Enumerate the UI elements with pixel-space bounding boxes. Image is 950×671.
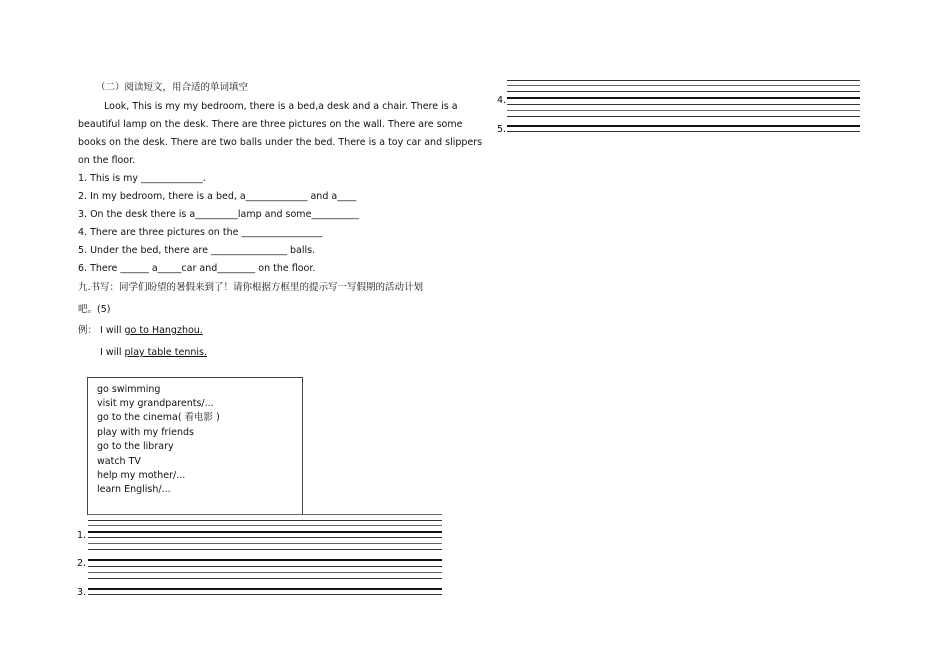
answer-number-1: 1. [77, 530, 87, 541]
writing-line[interactable] [88, 514, 442, 515]
writing-line[interactable] [88, 594, 442, 595]
example-2 [100, 347, 207, 359]
question-3: 3. On the desk there is a_________lamp and some__________ [78, 209, 359, 220]
writing-line[interactable] [88, 578, 442, 579]
hint-box [87, 377, 303, 515]
passage-line-1: Look, This is my my bedroom, there is a bed,a desk and a chair. There is a [104, 101, 458, 112]
question-4: 4. There are three pictures on the _________________ [78, 227, 323, 238]
question-1: 1. This is my _____________. [78, 173, 206, 184]
question-5: 5. Under the bed, there are ________________ balls. [78, 245, 316, 256]
answer-number-4: 4. [497, 95, 507, 106]
answer-number-2: 2. [77, 558, 87, 569]
hint-item: go to the cinema( 看电影 ) [97, 412, 220, 423]
writing-line[interactable] [507, 91, 860, 92]
hint-item: visit my grandparents/... [97, 398, 214, 409]
writing-line[interactable] [507, 85, 860, 86]
hint-item: watch TV [97, 456, 141, 467]
example-1-answer: go to Hangzhou. [124, 325, 203, 336]
writing-line[interactable] [507, 110, 860, 111]
example-1-prefix: I will [100, 325, 125, 336]
writing-line[interactable] [507, 104, 860, 105]
writing-line[interactable] [88, 543, 442, 544]
example-1 [100, 325, 203, 337]
writing-line[interactable] [507, 97, 860, 99]
writing-line[interactable] [88, 520, 442, 521]
writing-line[interactable] [88, 525, 442, 526]
writing-line[interactable] [88, 549, 442, 550]
hint-item: go swimming [97, 384, 161, 395]
passage-line-2: beautiful lamp on the desk. There are three pictures on the wall. There are some [78, 119, 463, 130]
example-label: 例： [78, 325, 98, 336]
writing-title-line-2: 吧。(5) [78, 304, 111, 315]
example-2-prefix: I will [100, 347, 125, 358]
answer-number-3: 3. [77, 587, 87, 598]
section-title: （二）阅读短文，用合适的单词填空 [96, 82, 249, 93]
example-2-answer: play table tennis. [124, 347, 207, 358]
writing-line[interactable] [88, 566, 442, 567]
answer-number-5: 5. [497, 124, 507, 135]
writing-line[interactable] [88, 572, 442, 573]
question-2: 2. In my bedroom, there is a bed, a_____________ and a____ [78, 191, 357, 202]
writing-line[interactable] [507, 80, 860, 81]
writing-line[interactable] [507, 131, 860, 132]
hint-item: help my mother/... [97, 470, 186, 481]
writing-title-line-1: 九.书写：同学们盼望的暑假来到了！请你根据方框里的提示写一写假期的活动计划 [78, 282, 424, 293]
hint-item: learn English/... [97, 484, 171, 495]
writing-line[interactable] [88, 537, 442, 538]
passage-line-3: books on the desk. There are two balls under the bed. There is a toy car and slippers [78, 137, 483, 148]
writing-line[interactable] [88, 588, 442, 590]
writing-line[interactable] [507, 116, 860, 117]
question-6: 6. There ______ a_____car and________ on the floor. [78, 263, 316, 274]
writing-line[interactable] [88, 531, 442, 533]
passage-line-4: on the floor. [78, 155, 136, 166]
hint-item: play with my friends [97, 427, 194, 438]
writing-line[interactable] [88, 559, 442, 561]
writing-line[interactable] [507, 125, 860, 127]
hint-item: go to the library [97, 441, 174, 452]
